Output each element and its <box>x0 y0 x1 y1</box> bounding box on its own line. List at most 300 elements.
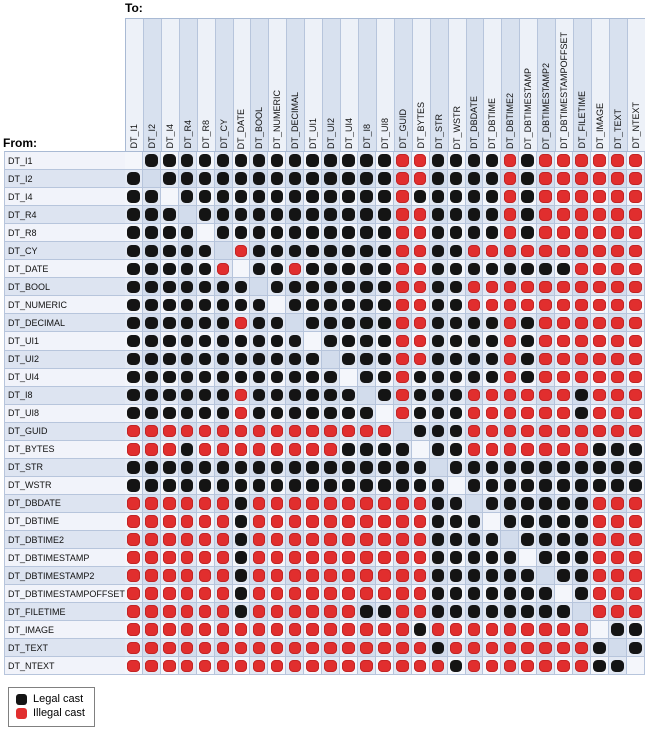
legal-cast-dot <box>486 551 499 564</box>
column-header-label: DT_DBTIMESTAMPOFFSET <box>559 32 570 149</box>
cast-cell <box>609 188 627 206</box>
illegal-cast-dot <box>306 443 319 456</box>
cast-cell <box>143 459 161 477</box>
column-header <box>610 19 628 151</box>
cast-cell <box>268 495 286 513</box>
legal-cast-dot <box>163 281 176 294</box>
column-header-label: DT_DECIMAL <box>290 91 301 149</box>
column-header-label: DT_UI4 <box>344 117 355 149</box>
cast-cell <box>304 170 322 188</box>
legal-cast-dot <box>306 407 319 420</box>
cast-cell <box>412 657 430 675</box>
cast-cell <box>143 206 161 224</box>
illegal-cast-dot <box>342 642 355 655</box>
legal-cast-dot <box>235 605 248 618</box>
cast-cell <box>430 459 448 477</box>
cast-cell <box>483 332 501 350</box>
illegal-cast-dot <box>217 660 230 673</box>
legal-cast-dot <box>127 226 140 239</box>
illegal-cast-dot <box>539 299 552 312</box>
cast-cell <box>609 603 627 621</box>
cast-cell <box>412 405 430 423</box>
cast-cell <box>412 621 430 639</box>
column-header <box>431 19 449 151</box>
cast-cell <box>448 351 466 369</box>
legal-cast-dot <box>306 299 319 312</box>
cast-cell <box>466 621 484 639</box>
legal-cast-dot <box>342 461 355 474</box>
cast-cell <box>197 603 215 621</box>
cast-cell <box>394 441 412 459</box>
column-header <box>413 19 431 151</box>
legal-cast-dot <box>163 172 176 185</box>
cast-cell <box>609 152 627 170</box>
legal-cast-dot <box>181 299 194 312</box>
cast-cell <box>215 513 233 531</box>
cast-cell <box>466 260 484 278</box>
row-header-label: DT_BOOL <box>5 278 125 296</box>
illegal-cast-dot <box>253 587 266 600</box>
illegal-cast-dot <box>235 642 248 655</box>
legal-cast-dot <box>378 154 391 167</box>
illegal-cast-dot <box>611 335 624 348</box>
legal-cast-dot <box>306 317 319 330</box>
legal-cast-dot <box>521 371 534 384</box>
illegal-cast-dot <box>468 425 481 438</box>
illegal-cast-dot <box>181 587 194 600</box>
cast-cell <box>304 296 322 314</box>
illegal-cast-dot <box>629 533 642 546</box>
cast-cell <box>609 351 627 369</box>
cast-cell <box>268 369 286 387</box>
legal-cast-dot <box>468 461 481 474</box>
legal-cast-dot <box>378 389 391 402</box>
cast-cell <box>609 242 627 260</box>
cast-cell <box>143 314 161 332</box>
cast-cell <box>501 621 519 639</box>
cast-cell <box>466 567 484 585</box>
cast-cell <box>555 621 573 639</box>
illegal-cast-dot <box>611 263 624 276</box>
illegal-cast-dot <box>199 642 212 655</box>
cast-cell <box>537 170 555 188</box>
illegal-cast-dot <box>629 208 642 221</box>
illegal-cast-dot <box>468 389 481 402</box>
row-header-label: DT_DATE <box>5 260 125 278</box>
cast-cell <box>501 188 519 206</box>
legal-cast-dot <box>235 479 248 492</box>
cast-cell <box>430 657 448 675</box>
legal-cast-dot <box>593 461 606 474</box>
cast-cell <box>627 441 645 459</box>
illegal-cast-dot <box>611 353 624 366</box>
illegal-cast-dot <box>253 497 266 510</box>
cast-cell <box>161 332 179 350</box>
legal-cast-dot <box>253 389 266 402</box>
cast-cell <box>250 657 268 675</box>
column-header-label: DT_GUID <box>397 109 408 149</box>
illegal-cast-dot <box>342 551 355 564</box>
column-header <box>520 19 538 151</box>
illegal-cast-dot <box>360 623 373 636</box>
illegal-cast-dot <box>629 263 642 276</box>
illegal-cast-dot <box>235 425 248 438</box>
illegal-cast-dot <box>163 443 176 456</box>
cast-cell <box>412 441 430 459</box>
column-header <box>574 19 592 151</box>
cast-cell <box>466 423 484 441</box>
cast-cell <box>573 351 591 369</box>
cast-cell <box>573 296 591 314</box>
cast-cell <box>483 531 501 549</box>
cast-cell <box>322 405 340 423</box>
cast-cell <box>179 152 197 170</box>
legal-cast-dot <box>235 497 248 510</box>
legal-cast-dot <box>289 154 302 167</box>
legal-cast-dot <box>450 263 463 276</box>
cast-cell <box>573 224 591 242</box>
cast-cell <box>394 513 412 531</box>
illegal-cast-dot <box>593 371 606 384</box>
legend-label-illegal: Illegal cast <box>33 707 85 719</box>
illegal-cast-dot <box>396 335 409 348</box>
illegal-cast-dot <box>181 551 194 564</box>
legal-cast-dot <box>342 245 355 258</box>
cast-cell <box>394 206 412 224</box>
illegal-cast-dot <box>199 623 212 636</box>
cast-cell <box>358 621 376 639</box>
cast-cell <box>233 495 251 513</box>
legal-cast-dot <box>235 172 248 185</box>
cast-cell <box>322 296 340 314</box>
cast-cell <box>627 405 645 423</box>
legal-cast-dot <box>235 281 248 294</box>
illegal-cast-dot <box>468 299 481 312</box>
cast-cell <box>197 477 215 495</box>
illegal-cast-dot <box>611 281 624 294</box>
cast-cell <box>125 242 143 260</box>
cast-cell <box>197 332 215 350</box>
illegal-cast-dot <box>289 515 302 528</box>
illegal-cast-dot <box>360 515 373 528</box>
cast-cell <box>250 549 268 567</box>
cast-cell <box>250 639 268 657</box>
legal-cast-dot <box>342 443 355 456</box>
illegal-cast-dot <box>271 623 284 636</box>
cast-cell <box>609 459 627 477</box>
illegal-cast-dot <box>414 226 427 239</box>
cast-cell <box>358 224 376 242</box>
legal-cast-dot <box>127 190 140 203</box>
illegal-cast-dot <box>324 569 337 582</box>
cast-cell <box>412 495 430 513</box>
cast-cell <box>483 459 501 477</box>
cast-cell <box>286 387 304 405</box>
illegal-cast-dot <box>557 425 570 438</box>
illegal-cast-dot <box>414 533 427 546</box>
legal-cast-dot <box>575 587 588 600</box>
cast-cell <box>412 351 430 369</box>
legal-cast-dot <box>181 190 194 203</box>
cast-cell <box>304 224 322 242</box>
legal-cast-dot <box>181 154 194 167</box>
cast-cell <box>466 242 484 260</box>
illegal-cast-dot <box>611 245 624 258</box>
cast-cell <box>161 206 179 224</box>
cast-cell <box>573 495 591 513</box>
cast-cell <box>197 585 215 603</box>
cast-cell <box>483 567 501 585</box>
legal-cast-dot <box>575 479 588 492</box>
cast-cell <box>250 423 268 441</box>
cast-cell <box>143 351 161 369</box>
cast-cell <box>161 188 179 206</box>
illegal-cast-dot <box>145 515 158 528</box>
illegal-cast-dot <box>396 353 409 366</box>
cast-cell <box>179 531 197 549</box>
illegal-cast-dot <box>557 389 570 402</box>
legal-cast-dot <box>235 587 248 600</box>
cast-cell <box>376 603 394 621</box>
cast-cell <box>322 441 340 459</box>
legal-cast-dot <box>378 317 391 330</box>
cast-cell <box>233 351 251 369</box>
cast-cell <box>250 567 268 585</box>
cast-cell <box>358 585 376 603</box>
cast-cell <box>215 423 233 441</box>
cast-cell <box>233 170 251 188</box>
cast-cell <box>519 260 537 278</box>
cast-cell <box>466 477 484 495</box>
cast-cell <box>519 314 537 332</box>
cast-cell <box>250 603 268 621</box>
legal-cast-dot <box>253 353 266 366</box>
cast-cell <box>215 495 233 513</box>
legal-cast-dot <box>217 226 230 239</box>
illegal-cast-dot <box>504 208 517 221</box>
cast-cell <box>233 423 251 441</box>
illegal-cast-dot <box>557 226 570 239</box>
legal-cast-dot <box>289 335 302 348</box>
cast-cell <box>501 224 519 242</box>
cast-cell <box>430 423 448 441</box>
legal-cast-dot <box>271 154 284 167</box>
cast-cell <box>215 585 233 603</box>
legal-cast-dot <box>629 443 642 456</box>
legal-cast-dot <box>324 461 337 474</box>
legal-cast-dot <box>486 226 499 239</box>
cast-cell <box>466 170 484 188</box>
cast-cell <box>537 296 555 314</box>
legal-cast-dot <box>306 389 319 402</box>
illegal-cast-dot <box>217 533 230 546</box>
cast-cell <box>286 549 304 567</box>
legal-cast-dot <box>432 479 445 492</box>
legal-cast-dot <box>468 263 481 276</box>
cast-cell <box>161 278 179 296</box>
cast-cell <box>555 585 573 603</box>
legal-cast-dot <box>145 335 158 348</box>
cast-cell <box>304 188 322 206</box>
cast-cell <box>161 657 179 675</box>
cast-cell <box>340 459 358 477</box>
cast-cell <box>233 224 251 242</box>
illegal-cast-dot <box>127 425 140 438</box>
cast-cell <box>304 405 322 423</box>
cast-cell <box>197 152 215 170</box>
illegal-cast-dot <box>306 515 319 528</box>
cast-cell <box>430 585 448 603</box>
cast-cell <box>161 495 179 513</box>
illegal-cast-dot <box>127 533 140 546</box>
illegal-cast-dot <box>396 190 409 203</box>
cast-cell <box>573 603 591 621</box>
legal-cast-dot <box>181 281 194 294</box>
cast-cell <box>573 188 591 206</box>
illegal-cast-dot <box>163 587 176 600</box>
legal-cast-dot <box>217 353 230 366</box>
cast-cell <box>322 260 340 278</box>
cast-cell <box>233 621 251 639</box>
cast-cell <box>286 513 304 531</box>
cast-cell <box>430 188 448 206</box>
legal-cast-dot <box>289 407 302 420</box>
illegal-cast-dot <box>289 623 302 636</box>
illegal-cast-dot <box>235 389 248 402</box>
illegal-cast-dot <box>414 154 427 167</box>
cast-cell <box>519 657 537 675</box>
column-header-label: DT_UI2 <box>326 117 337 149</box>
illegal-cast-dot <box>199 443 212 456</box>
cast-cell <box>591 296 609 314</box>
cast-cell <box>466 585 484 603</box>
cast-matrix-grid <box>125 151 645 675</box>
cast-cell <box>376 639 394 657</box>
illegal-cast-dot <box>575 642 588 655</box>
row-header-label: DT_DBTIMESTAMP <box>5 549 125 567</box>
illegal-cast-dot <box>127 605 140 618</box>
cast-cell <box>215 170 233 188</box>
cast-cell <box>573 369 591 387</box>
legal-cast-dot <box>450 533 463 546</box>
illegal-cast-dot <box>629 497 642 510</box>
legal-cast-dot <box>486 190 499 203</box>
legal-cast-dot <box>468 353 481 366</box>
cast-cell <box>179 296 197 314</box>
legal-cast-dot <box>521 190 534 203</box>
cast-cell <box>179 639 197 657</box>
legal-cast-dot <box>235 515 248 528</box>
cast-cell <box>591 405 609 423</box>
cast-cell <box>125 152 143 170</box>
legal-cast-dot <box>486 569 499 582</box>
illegal-cast-dot <box>253 569 266 582</box>
cast-cell <box>268 152 286 170</box>
legal-cast-dot <box>486 605 499 618</box>
row-labels <box>4 151 125 675</box>
cast-cell <box>430 242 448 260</box>
cast-cell <box>286 170 304 188</box>
cast-cell <box>627 585 645 603</box>
illegal-cast-dot <box>324 425 337 438</box>
legal-cast-dot <box>127 371 140 384</box>
illegal-cast-dot <box>235 245 248 258</box>
legal-cast-dot <box>199 281 212 294</box>
legal-cast-dot <box>342 154 355 167</box>
cast-cell <box>233 477 251 495</box>
illegal-cast-dot <box>342 569 355 582</box>
legal-cast-dot <box>163 208 176 221</box>
legal-cast-dot <box>289 353 302 366</box>
legal-cast-dot <box>432 443 445 456</box>
legal-cast-dot <box>181 317 194 330</box>
row-header-label: DT_BYTES <box>5 441 125 459</box>
illegal-cast-dot <box>414 281 427 294</box>
cast-cell <box>179 513 197 531</box>
legal-cast-dot <box>539 263 552 276</box>
cast-cell <box>537 423 555 441</box>
illegal-cast-dot <box>629 317 642 330</box>
legal-cast-dot <box>450 660 463 673</box>
cast-cell <box>537 152 555 170</box>
column-header-label: DT_DATE <box>236 108 247 149</box>
cast-cell <box>627 621 645 639</box>
illegal-cast-dot <box>611 154 624 167</box>
cast-cell <box>358 423 376 441</box>
legal-cast-dot <box>468 190 481 203</box>
cast-cell <box>555 278 573 296</box>
legal-cast-dot <box>199 407 212 420</box>
illegal-cast-dot <box>575 263 588 276</box>
legal-cast-dot <box>450 281 463 294</box>
cast-cell <box>233 441 251 459</box>
cast-cell <box>483 260 501 278</box>
cast-cell <box>394 567 412 585</box>
cast-cell <box>161 567 179 585</box>
legal-cast-dot <box>127 461 140 474</box>
cast-cell <box>376 567 394 585</box>
legal-cast-dot <box>557 479 570 492</box>
cast-cell <box>161 296 179 314</box>
cast-cell <box>215 621 233 639</box>
cast-cell <box>179 603 197 621</box>
illegal-cast-dot <box>145 605 158 618</box>
cast-cell <box>161 549 179 567</box>
illegal-cast-dot <box>396 172 409 185</box>
legal-cast-dot <box>235 371 248 384</box>
illegal-cast-dot <box>145 425 158 438</box>
illegal-cast-dot <box>414 660 427 673</box>
cast-cell <box>573 152 591 170</box>
legal-cast-dot <box>450 515 463 528</box>
cast-cell <box>412 314 430 332</box>
cast-cell <box>448 531 466 549</box>
illegal-cast-dot <box>306 551 319 564</box>
cast-cell <box>627 206 645 224</box>
cast-cell <box>143 513 161 531</box>
cast-cell <box>537 314 555 332</box>
column-header-label: DT_BYTES <box>415 102 426 149</box>
cast-cell <box>286 332 304 350</box>
illegal-cast-dot <box>539 407 552 420</box>
illegal-cast-dot <box>127 587 140 600</box>
cast-cell <box>340 477 358 495</box>
legal-cast-dot <box>450 389 463 402</box>
cast-cell <box>250 459 268 477</box>
illegal-cast-dot <box>271 533 284 546</box>
cast-cell <box>250 369 268 387</box>
illegal-cast-dot <box>593 154 606 167</box>
